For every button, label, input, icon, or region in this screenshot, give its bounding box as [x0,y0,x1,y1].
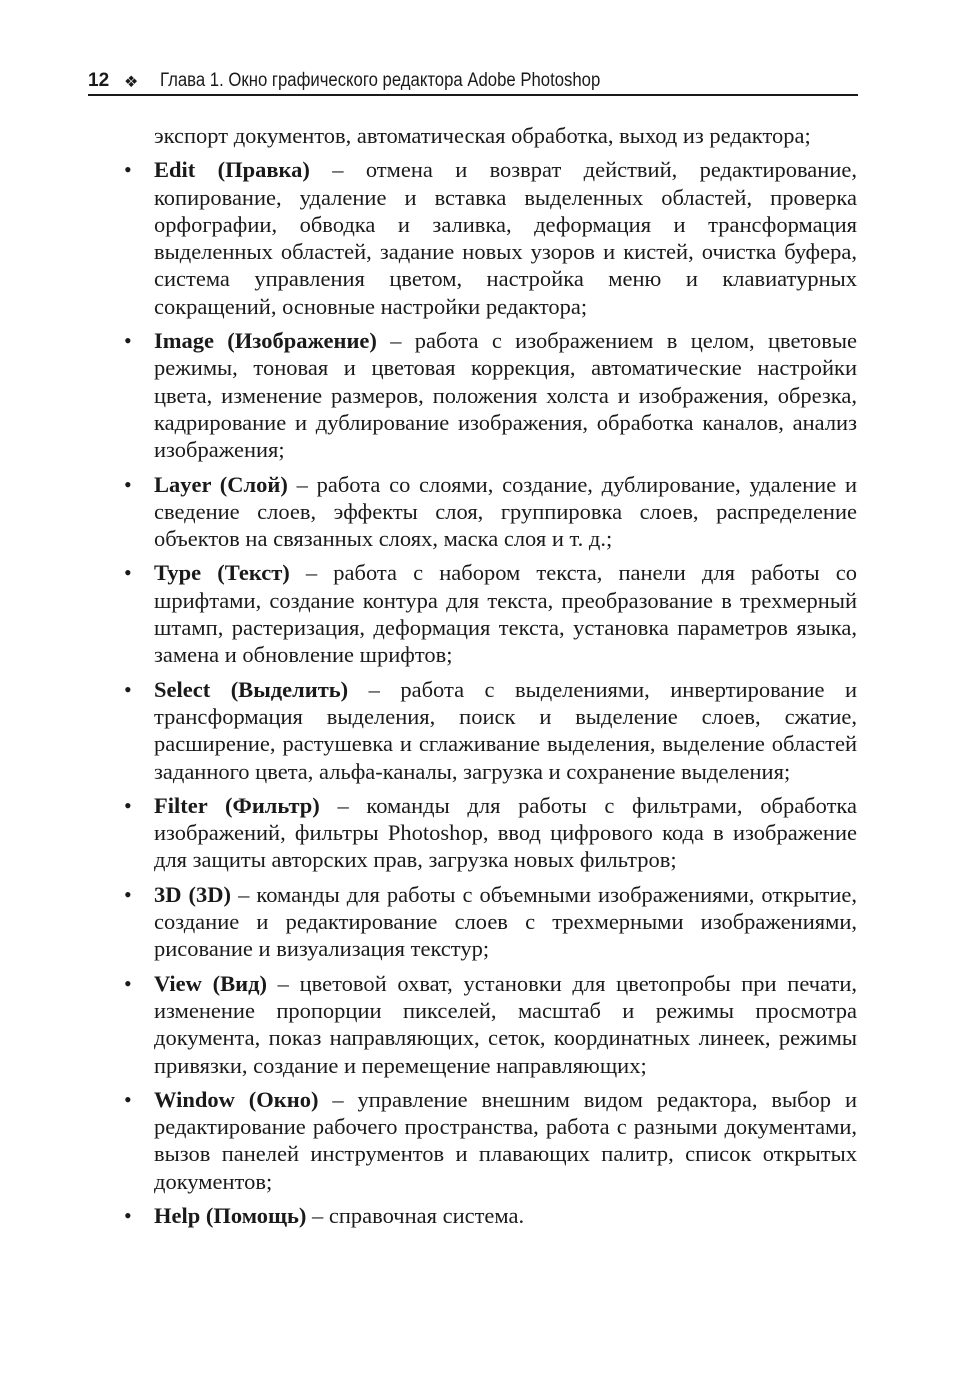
bullet-icon: • [124,328,132,354]
bullet-icon: • [124,1202,132,1228]
description: – отмена и возврат действий, редактирование, копирование, удаление и вставка выделенных областей, проверка орфографии, обводка и заливка, деформация и трансформация выделенных областей, задание новых узоров и кистей, очистка буфера, система управления цветом, настройка меню и клавиатурных сокращений, основные настройки редактора; [154,157,857,319]
term: Edit (Правка) [154,157,310,183]
list-item-filter [124,792,857,874]
bullet-icon: • [124,1086,132,1112]
bullet-icon: • [124,792,132,818]
term: 3D (3D) [154,881,232,907]
description: – работа с набором текста, панели для работы со шрифтами, создание контура для текста, преобразование в трехмерный штамп, растеризация, деформация текста, установка параметров языка, замена и обновление шрифтов; [154,560,857,668]
list-item-window [124,1086,857,1195]
page-number: 12 [88,70,110,91]
bullet-icon: • [124,676,132,702]
list-item-type [124,559,857,668]
list-item-edit [124,156,857,320]
list-item-select [124,676,857,785]
list-item-help [124,1202,857,1229]
bullet-icon: • [124,881,132,907]
list-item-view [124,970,857,1079]
term: Image (Изображение) [154,328,377,354]
term: View (Вид) [154,970,267,996]
list-item-image [124,327,857,463]
term: Help (Помощь) [154,1202,307,1228]
description: – команды для работы с фильтрами, обработка изображений, фильтры Photoshop, ввод цифрового кода в изображение для защиты авторских прав, загрузка новых фильтров; [154,792,857,873]
page-body [124,122,857,1236]
description: – работа с изображением в целом, цветовые режимы, тоновая и цветовая коррекция, автоматические настройки цвета, изменение размеров, положения холста и изображения, обрезка, кадрирование и дублирование изображения, обработка каналов, анализ изображения; [154,328,857,463]
term: Layer (Слой) [154,471,288,497]
list-item-3d [124,881,857,963]
bullet-icon: • [124,471,132,497]
ornament-icon: ❖ [124,74,139,91]
description: – команды для работы с объемными изображениями, открытие, создание и редактирование слоев с трехмерными изображениями, рисование и визуализация текстур; [154,881,857,962]
term: Type (Текст) [154,560,290,586]
continuation-paragraph: экспорт документов, автоматическая обработка, выход из редактора; [154,123,811,148]
description: – работа со слоями, создание, дублирование, удаление и сведение слоев, эффекты слоя, группировка слоев, распределение объектов на связанных слоях, маска слоя и т. д.; [154,471,857,552]
description: – цветовой охват, установки для цветопробы при печати, изменение пропорции пикселей, масштаб и режимы просмотра документа, показ направляющих, сеток, координатных линеек, режимы привязки, создание и перемещение направляющих; [154,970,857,1078]
running-title: Глава 1. Окно графического редактора Adobe Photoshop [160,70,601,91]
term: Window (Окно) [154,1086,319,1112]
running-header [88,66,858,96]
term: Select (Выделить) [154,676,349,702]
description: – управление внешним видом редактора, выбор и редактирование рабочего пространства, работа с разными документами, вызов панелей инструментов и плавающих палитр, список открытых документов; [154,1086,857,1194]
description: – работа с выделениями, инвертирование и трансформация выделения, поиск и выделение слоев, сжатие, расширение, растушевка и сглаживание выделения, выделение областей заданного цвета, альфа-каналы, загрузка и сохранение выделения; [154,676,857,784]
bullet-icon: • [124,970,132,996]
description: – справочная система. [306,1202,525,1228]
bullet-icon: • [124,157,132,183]
menu-description-list [124,156,857,1229]
list-item-layer [124,471,857,553]
term: Filter (Фильтр) [154,792,320,818]
bullet-icon: • [124,560,132,586]
